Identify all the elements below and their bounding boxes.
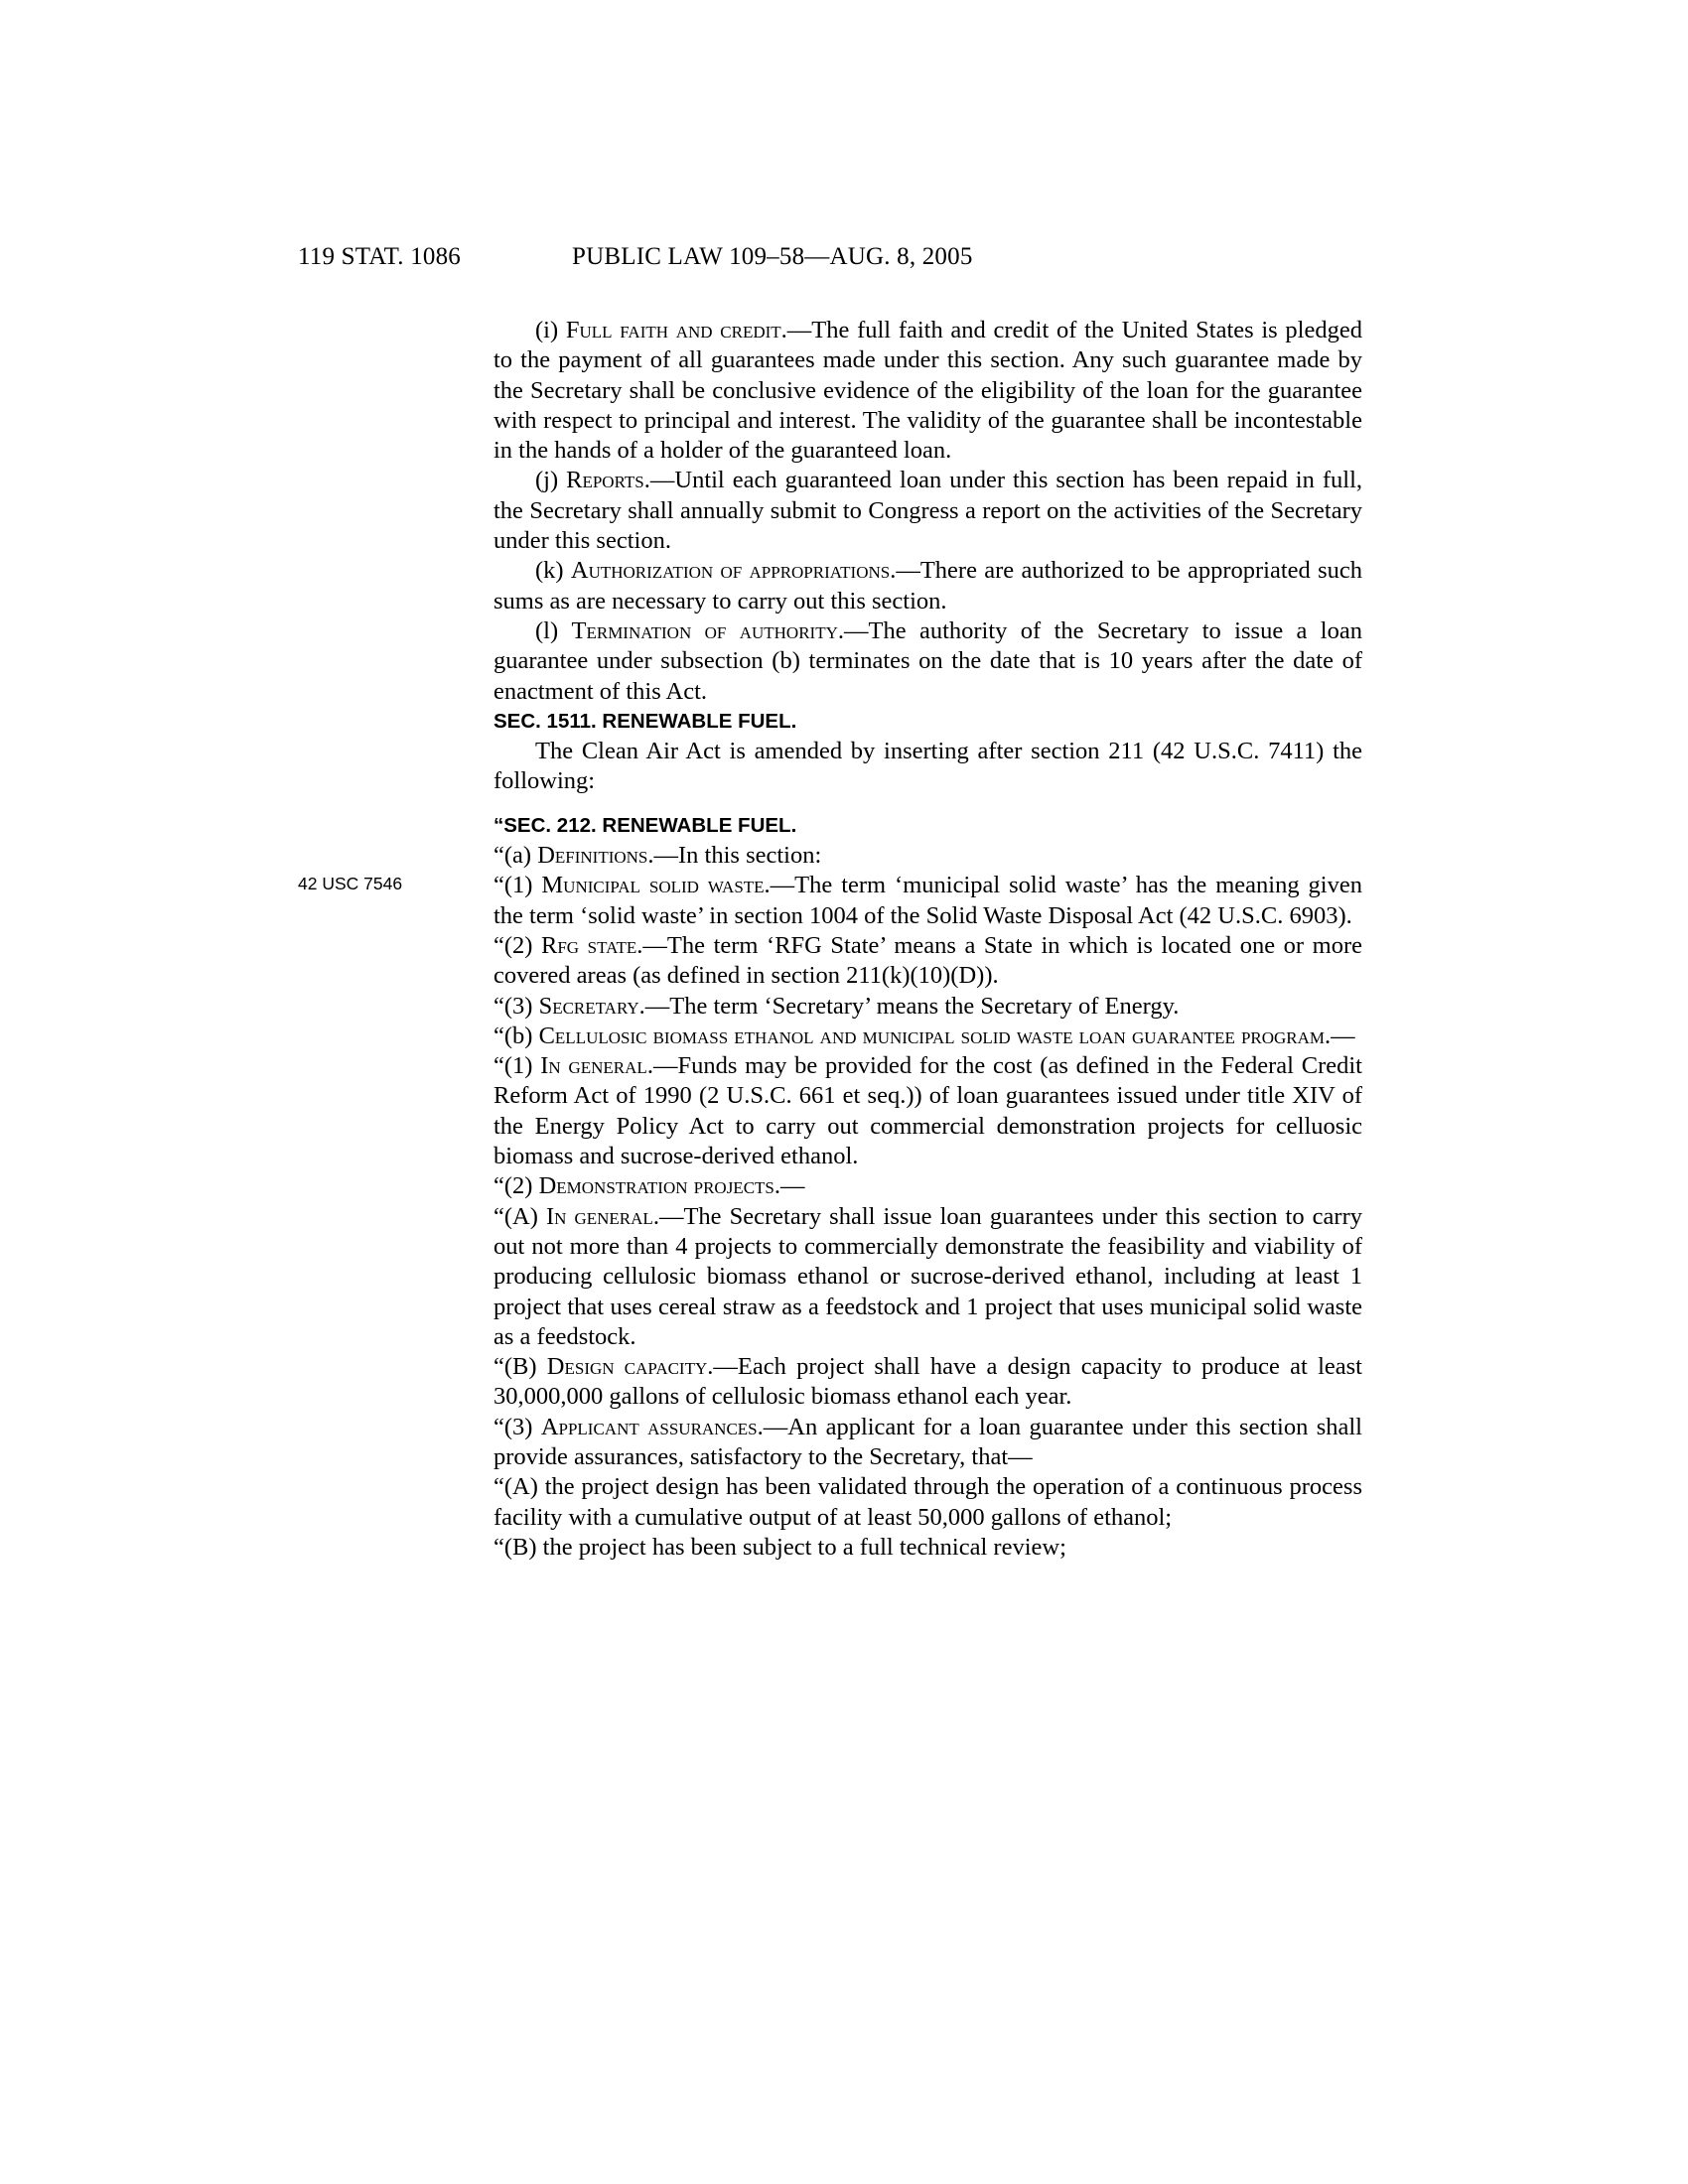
paragraph-cellulosic-program-heading: “(b) Cellulosic biomass ethanol and municipal solid waste loan guarantee program.— xyxy=(493,1022,1355,1049)
run-in-heading: Secretary xyxy=(538,992,639,1020)
run-in-heading: Design capacity xyxy=(546,1353,708,1381)
run-in-heading: Municipal solid waste xyxy=(541,872,765,899)
paragraph-rfg-state: “(2) Rfg state.—The term ‘RFG State’ means a State in which is located one or more covered areas (as defined in section 211(k)(10)(D)). xyxy=(493,931,1362,990)
run-in-heading: Reports xyxy=(566,467,644,494)
paragraph-clean-air-act-amendment: The Clean Air Act is amended by inserting after section 211 (42 U.S.C. 7411) the following: xyxy=(493,738,1362,795)
run-in-heading: Cellulosic biomass ethanol and municipal solid waste loan guarantee program xyxy=(538,1022,1326,1049)
run-in-heading: Demonstration projects xyxy=(538,1172,774,1200)
section-heading-212: “SEC. 212. RENEWABLE FUEL. xyxy=(493,813,797,837)
public-law-citation: PUBLIC LAW 109–58—AUG. 8, 2005 xyxy=(572,243,973,270)
run-in-heading: In general xyxy=(545,1202,653,1230)
paragraph-authorization-of-appropriations: (k) Authorization of appropriations.—There are authorized to be appropriated such sums as are necessary to carry out this section. xyxy=(493,557,1362,614)
statute-citation: 119 STAT. 1086 xyxy=(298,243,461,270)
paragraph-b1-in-general: “(1) In general.—Funds may be provided for the cost (as defined in the Federal Credit Reform Act of 1990 (2 U.S.C. 661 et seq.)) of loan guarantees issued under title XIV of the Energy Policy Act to carry out commercial demonstration projects for celluosic biomass and sucrose-derived ethanol. xyxy=(493,1052,1362,1170)
run-in-heading: Termination of authority xyxy=(571,616,838,644)
paragraph-reports: (j) Reports.—Until each guaranteed loan under this section has been repaid in full, the Secretary shall annually submit to Congress a report on the activities of the Secretary under this section. xyxy=(493,467,1363,555)
paragraph-definitions: “(a) Definitions.—In this section: xyxy=(493,842,822,870)
paragraph-b2a-in-general: “(A) In general.—The Secretary shall issue loan guarantees under this section to carry out not more than 4 projects to commercially demonstrate the feasibility and viability of producing cellulosic biomass ethanol or sucrose-derived ethanol, including at least 1 project that uses cereal straw as a feedstock and 1 project that uses municipal solid waste as a feedstock. xyxy=(493,1202,1362,1350)
page-header xyxy=(298,243,1390,271)
paragraph-b2b-design-capacity: “(B) Design capacity.—Each project shall have a design capacity to produce at least 30,000,000 gallons of cellulosic biomass ethanol each year. xyxy=(493,1353,1362,1411)
paragraph-b3-applicant-assurances: “(3) Applicant assurances.—An applicant for a loan guarantee under this section shall provide assurances, satisfactory to the Secretary, that— xyxy=(493,1413,1362,1470)
paragraph-municipal-solid-waste: “(1) Municipal solid waste.—The term ‘municipal solid waste’ has the meaning given the term ‘solid waste’ in section 1004 of the Solid Waste Disposal Act (42 U.S.C. 6903). xyxy=(493,872,1362,929)
paragraph-full-faith-and-credit: (i) Full faith and credit.—The full faith and credit of the United States is pledged to the payment of all guarantees made under this section. Any such guarantee made by the Secretary shall be conclusive evidence of the eligibility of the loan for the guarantee with respect to principal and interest. The validity of the guarantee shall be incontestable in the hands of a holder of the guaranteed loan. xyxy=(493,317,1362,465)
paragraph-b3b-technical-review: “(B) the project has been subject to a full technical review; xyxy=(493,1533,1066,1561)
paragraph-b2-demonstration-projects: “(2) Demonstration projects.— xyxy=(493,1172,805,1200)
paragraph-termination-of-authority: (l) Termination of authority.—The authority of the Secretary to issue a loan guarantee under subsection (b) terminates on the date that is 10 years after the date of enactment of this Act. xyxy=(493,616,1362,705)
paragraph-b3a-project-design: “(A) the project design has been validated through the operation of a continuous process facility with a cumulative output of at least 50,000 gallons of ethanol; xyxy=(493,1473,1362,1531)
run-in-heading: Full faith and credit xyxy=(565,317,781,343)
run-in-heading: In general xyxy=(540,1052,647,1080)
margin-note-usc: 42 USC 7546 xyxy=(298,874,403,893)
run-in-heading: Authorization of appropriations xyxy=(570,557,891,585)
run-in-heading: Definitions xyxy=(537,842,648,870)
run-in-heading: Rfg state xyxy=(541,931,637,959)
document-body xyxy=(493,316,1362,1563)
paragraph-secretary: “(3) Secretary.—The term ‘Secretary’ means the Secretary of Energy. xyxy=(493,992,1180,1020)
section-heading-1511: SEC. 1511. RENEWABLE FUEL. xyxy=(493,709,797,733)
run-in-heading: Applicant assurances xyxy=(540,1413,758,1440)
